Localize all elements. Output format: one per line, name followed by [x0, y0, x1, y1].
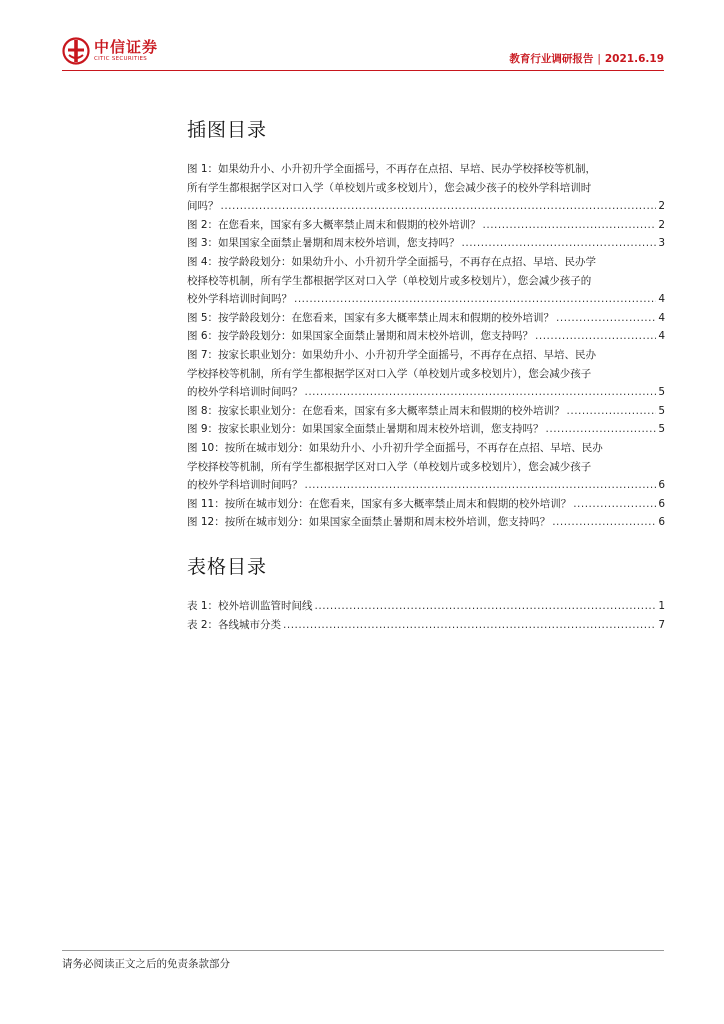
toc-entry-text: 图 12：按所在城市划分：如果国家全面禁止暑期和周末校外培训，您支持吗？ — [187, 516, 551, 529]
toc-entry-leader-line — [187, 327, 665, 346]
toc-entry[interactable] — [187, 597, 665, 616]
page-number: 6 — [658, 516, 665, 529]
footer-disclaimer: 请务必阅读正文之后的免责条款部分 — [62, 958, 230, 970]
toc-entry-text: 的校外学科培训时间吗？ — [187, 386, 303, 399]
page-number: 4 — [658, 330, 665, 343]
tables-toc-list — [187, 597, 665, 634]
toc-entry-leader-line — [187, 234, 665, 253]
toc-entry[interactable] — [187, 309, 665, 328]
report-date: 2021.6.19 — [604, 53, 664, 65]
toc-entry-line: 学校择校等机制，所有学生都根据学区对口入学（单校划片或多校划片），您会减少孩子 — [187, 460, 592, 473]
dot-leader — [483, 216, 657, 235]
dot-leader — [305, 383, 657, 402]
page-number: 1 — [658, 600, 665, 612]
toc-entry-text: 图 3：如果国家全面禁止暑期和周末校外培训，您支持吗？ — [187, 237, 460, 250]
dot-leader — [283, 616, 656, 635]
toc-entry-leader-line — [187, 597, 665, 616]
toc-entry-leader-line — [187, 513, 665, 532]
toc-entry-text: 表 1：校外培训监管时间线 — [187, 600, 313, 612]
toc-entry-text: 表 2：各线城市分类 — [187, 618, 282, 631]
toc-entry[interactable] — [187, 253, 665, 309]
page-number: 7 — [658, 618, 665, 631]
page-number: 2 — [658, 218, 665, 231]
toc-entry-text: 校外学科培训时间吗？ — [187, 293, 292, 306]
toc-entry-line: 校择校等机制，所有学生都根据学区对口入学（单校划片或多校划片），您会减少孩子的 — [187, 274, 592, 287]
toc-entry[interactable] — [187, 327, 665, 346]
page-number: 4 — [658, 311, 665, 324]
figures-toc-title: 插图目录 — [187, 119, 268, 141]
toc-entry-text: 间吗？ — [187, 200, 219, 213]
page-header — [62, 36, 664, 70]
company-logo — [62, 36, 158, 66]
toc-entry-leader-line — [187, 309, 665, 328]
page-number: 6 — [658, 497, 665, 510]
dot-leader — [546, 420, 657, 439]
tables-toc-title: 表格目录 — [187, 556, 268, 578]
toc-entry-leader-line — [187, 402, 665, 421]
toc-entry[interactable] — [187, 616, 665, 635]
dot-leader — [573, 495, 656, 514]
toc-entry-leader-line — [187, 616, 665, 635]
toc-entry-line: 图 7：按家长职业划分：如果幼升小、小升初升学全面摇号，不再存在点招、早培、民办 — [187, 348, 597, 361]
toc-entry-text: 的校外学科培训时间吗？ — [187, 479, 303, 492]
header-separator: | — [597, 53, 601, 65]
page-number: 4 — [658, 293, 665, 306]
toc-entry-leader-line — [187, 476, 665, 495]
header-divider — [62, 70, 664, 71]
toc-entry[interactable] — [187, 420, 665, 439]
toc-entry-text: 图 9：按家长职业划分：如果国家全面禁止暑期和周末校外培训，您支持吗？ — [187, 423, 544, 436]
footer-divider — [62, 950, 664, 951]
toc-entry-text: 图 5：按学龄段划分：在您看来，国家有多大概率禁止周末和假期的校外培训？ — [187, 311, 555, 324]
toc-entry[interactable] — [187, 495, 665, 514]
citic-logo-icon — [62, 37, 90, 65]
toc-entry-line: 图 1：如果幼升小、小升初升学全面摇号，不再存在点招、早培、民办学校择校等机制， — [187, 163, 597, 175]
dot-leader — [535, 327, 656, 346]
toc-entry-leader-line — [187, 383, 665, 402]
toc-entry[interactable] — [187, 402, 665, 421]
toc-entry-line: 学校择校等机制，所有学生都根据学区对口入学（单校划片或多校划片），您会减少孩子 — [187, 367, 592, 380]
toc-entry-text: 图 2：在您看来，国家有多大概率禁止周末和假期的校外培训？ — [187, 218, 481, 231]
page-number: 6 — [658, 479, 665, 492]
logo-chinese-name: 中信证券 — [94, 37, 159, 56]
toc-entry[interactable] — [187, 346, 665, 402]
toc-entry[interactable] — [187, 160, 665, 216]
toc-entry[interactable] — [187, 216, 665, 235]
report-type: 教育行业调研报告 — [509, 53, 594, 65]
page-number: 2 — [658, 200, 665, 213]
toc-entry-leader-line — [187, 420, 665, 439]
toc-entry-text: 图 6：按学龄段划分：如果国家全面禁止暑期和周末校外培训，您支持吗？ — [187, 330, 534, 343]
toc-entry[interactable] — [187, 513, 665, 532]
dot-leader — [305, 476, 657, 495]
toc-entry-text: 图 11：按所在城市划分：在您看来，国家有多大概率禁止周末和假期的校外培训？ — [187, 497, 572, 510]
dot-leader — [315, 597, 657, 616]
page-number: 5 — [658, 404, 665, 417]
toc-entry[interactable] — [187, 439, 665, 495]
dot-leader — [462, 234, 657, 253]
toc-entry-leader-line — [187, 216, 665, 235]
report-meta — [509, 51, 664, 66]
toc-entry-line: 图 10：按所在城市划分：如果幼升小、小升初升学全面摇号，不再存在点招、早培、民办 — [187, 441, 603, 454]
toc-entry-text: 图 8：按家长职业划分：在您看来，国家有多大概率禁止周末和假期的校外培训？ — [187, 404, 565, 417]
dot-leader — [552, 513, 656, 532]
dot-leader — [221, 197, 657, 216]
dot-leader — [294, 290, 656, 309]
dot-leader — [567, 402, 657, 421]
toc-entry-line: 所有学生都根据学区对口入学（单校划片或多校划片），您会减少孩子的校外学科培训时 — [187, 181, 592, 194]
toc-entry-leader-line — [187, 197, 665, 216]
toc-entry-leader-line — [187, 495, 665, 514]
dot-leader — [556, 309, 656, 328]
toc-entry[interactable] — [187, 234, 665, 253]
page-number: 5 — [658, 423, 665, 436]
figures-toc-list — [187, 160, 665, 532]
page-number: 3 — [658, 237, 665, 250]
page-number: 5 — [658, 386, 665, 399]
logo-english-name: CITIC SECURITIES — [94, 55, 148, 62]
toc-entry-line: 图 4：按学龄段划分：如果幼升小、小升初升学全面摇号，不再存在点招、早培、民办学 — [187, 255, 597, 268]
toc-entry-leader-line — [187, 290, 665, 309]
